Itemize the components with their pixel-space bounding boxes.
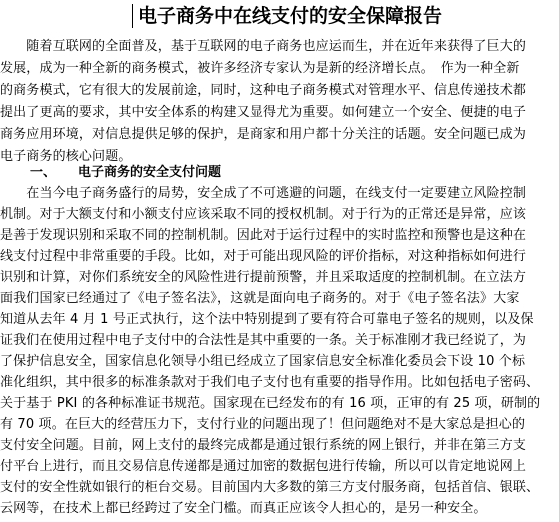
body-line: 付平台上进行，而且交易信息传递都是通过加密的数据包进行传输，所以可以肯定地说网上	[0, 459, 527, 474]
text-cursor	[132, 4, 133, 28]
body-line: 支付的安全性就如银行的柜台交易。目前国内大多数的第三方支付服务商，包括首信、银联、	[0, 480, 540, 495]
body-line: 线支付过程中非常重要的手段。比如，对于可能出现风险的评价指标，对这种指标如何进行	[0, 249, 527, 264]
section-heading	[0, 162, 559, 184]
intro-line: 提出了更高的要求，其中安全体系的构建又显得尤为重要。如何建立一个安全、便捷的电子	[0, 105, 527, 120]
body-line: 有 70 项。在巨大的经营压力下，支付行业的问题出现了！但问题绝对不是大家总是担心的	[0, 417, 526, 432]
page-title: 电子商务中在线支付的安全保障报告	[138, 5, 443, 27]
body-line: 准化组织，其中很多的标准条款对于我们电子支付也有重要的指导作用。比如包括电子密码、	[0, 375, 540, 390]
body-line: 关于基于 PKI 的各种标准证书规范。国家现在已经发布的有 16 项，正审的有 25 项，研制的	[0, 396, 541, 411]
body-line: 证我们在使用过程中电子支付中的合法性是其中重要的一条。关于标准刚才我已经说了，为	[0, 333, 527, 348]
body-line: 是善于发现识别和采取不同的控制机制。因此对于运行过程中的实时监控和预警也是这种在	[0, 228, 527, 243]
body-line: 支付安全问题。目前，网上支付的最终完成都是通过银行系统的网上银行，并非在第三方支	[0, 438, 527, 453]
body-line: 知道从去年 4 月 1 号正式执行，这个法中特别提到了要有符合可靠电子签名的规则，以及保	[0, 312, 534, 327]
section-number: 一、	[30, 165, 57, 180]
body-line: 了保护信息安全，国家信息化领导小组已经成立了国家信息安全标准化委员会下设 10 个标	[0, 354, 526, 369]
section-title: 电子商务的安全支付问题	[78, 165, 222, 180]
intro-line: 发展，成为一种全新的商务模式，被许多经济专家认为是新的经济增长点。 作为一种全新	[0, 61, 520, 76]
intro-line: 的商务模式，它有很大的发展前途，同时，这种电子商务模式对管理水平、信息传递技术都	[0, 83, 527, 98]
body-line: 面我们国家已经通过了《电子签名法》，这就是面向电子商务的。对于《电子签名法》大家	[0, 291, 520, 306]
body-line: 识别和计算，对你们系统安全的风险性进行提前预警，并且采取适度的控制机制。在立法方	[0, 270, 527, 285]
intro-line: 电子商务的核心问题。	[0, 149, 132, 164]
intro-line: 商务应用环境，对信息提供足够的保护，是商家和用户都十分关注的话题。安全问题已成为	[0, 127, 527, 142]
intro-line: 随着互联网的全面普及，基于互联网的电子商务也应运而生，并在近年来获得了巨大的	[0, 39, 527, 54]
body-line: 机制。对于大额支付和小额支付应该采取不同的授权机制。对于行为的正常还是异常，应该	[0, 207, 527, 222]
body-line: 在当今电子商务盛行的局势，安全成了不可逃避的问题，在线支付一定要建立风险控制	[0, 186, 527, 201]
body-line: 云网等，在技术上都已经跨过了安全门槛。而真正应该令人担心的，是另一种安全。	[0, 501, 487, 516]
